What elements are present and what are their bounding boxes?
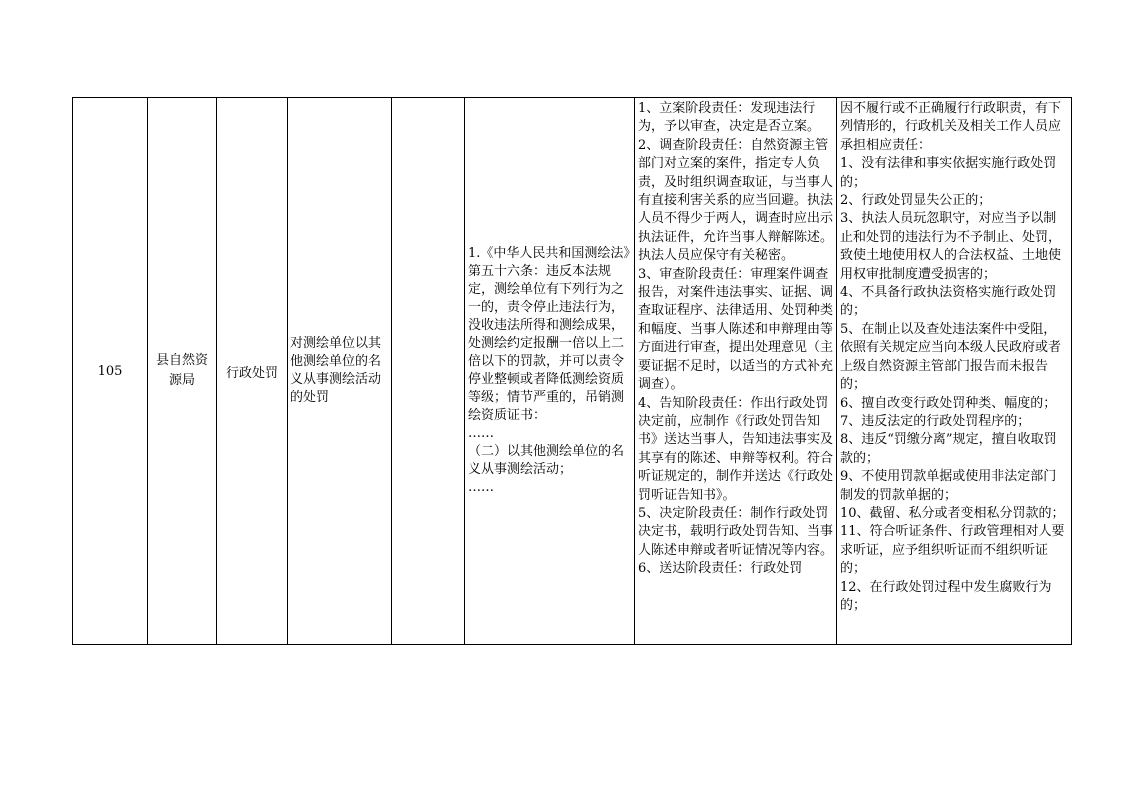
responsibility-item: 5、决定阶段责任：制作行政处罚决定书，载明行政处罚告知、当事人陈述申辩或者听证情况等内容。 [638,505,834,558]
liability-item: 5、在制止以及查处违法案件中受阻，依照有关规定应当向本级人民政府或者上级自然资源主管部门报告而未报告的； [840,321,1062,393]
liability-content [840,100,1069,644]
liability-item: 因不履行或不正确履行行政职责，有下列情形的，行政机关及相关工作人员应承担相应责任： [840,101,1062,153]
liability-item: 6、擅自改变行政处罚种类、幅度的； [840,395,1057,411]
blank-cell [392,98,465,645]
responsibility-item: 1、立案阶段责任：发现违法行为，予以审查，决定是否立案。 [638,101,821,135]
liability-item: 7、违反法定的行政处罚程序的； [840,413,1031,429]
liability-item: 3、执法人员玩忽职守，对应当予以制止和处罚的违法行为不予制止、处罚，致使土地使用权人的合法权益、土地使用权审批制度遭受损害的； [840,211,1062,282]
basis-ellipsis: …… [468,426,494,441]
responsibility-item: 3、审查阶段责任：审理案件调查报告，对案件违法事实、证据、调查取证程序、法律适用、处罚种类和幅度、当事人陈述和申辩理由等方面进行审查，提出处理意见（主要证据不足时，以适当的方式补充调查）。 [638,266,834,393]
liability-item: 1、没有法律和事实依据实施行政处罚的； [840,156,1057,190]
row-number: 105 [73,98,148,645]
item-name-cell: 对测绘单位以其他测绘单位的名义从事测绘活动的处罚 [288,98,392,645]
liability-item: 12、在行政处罚过程中发生腐败行为的； [840,579,1052,613]
power-list-table [72,97,1072,645]
responsibility-item: 6、送达阶段责任：行政处罚 [638,561,803,577]
responsibility-cell [635,98,837,645]
legal-basis-cell [465,98,635,645]
basis-ellipsis: …… [468,480,494,495]
liability-item: 9、不使用罚款单据或使用非法定部门制发的罚款单据的； [840,469,1057,503]
responsibility-content [638,100,834,644]
liability-item: 4、不具备行政执法资格实施行政处罚的； [840,285,1057,319]
responsibility-item: 2、调查阶段责任：自然资源主管部门对立案的案件，指定专人负责，及时组织调查取证，与当事人有直接利害关系的应当回避。执法人员不得少于两人，调查时应出示执法证件，允许当事人辩解陈述。执法人员应保守有关秘密。 [638,137,834,264]
category-cell: 行政处罚 [217,98,288,645]
liability-item: 10、截留、私分或者变相私分罚款的； [840,505,1065,521]
basis-paragraph: 1.《中华人民共和国测绘法》第五十六条：违反本法规定，测绘单位有下列行为之一的，责令停止违法行为，没收违法所得和测绘成果，处测绘约定报酬一倍以上二倍以下的罚款，并可以责令停业整顿或者降低测绘资质等级；情节严重的，吊销测绘资质证书： [468,246,630,423]
liability-item: 11、符合听证条件、行政管理相对人要求听证，应予组织听证而不组织听证的； [840,524,1065,577]
basis-paragraph: （二）以其他测绘单位的名义从事测绘活动； [468,444,625,477]
table-row [73,98,1072,645]
liability-item: 8、违反“罚缴分离”规定，擅自收取罚款的； [840,432,1057,466]
liability-cell [837,98,1072,645]
department-cell: 县自然资源局 [148,98,217,645]
responsibility-item: 4、告知阶段责任：作出行政处罚决定前，应制作《行政处罚告知书》送达当事人，告知违法事实及其享有的陈述、申辩等权利。符合听证规定的，制作并送达《行政处罚听证告知书》。 [638,395,834,503]
liability-item: 2、行政处罚显失公正的； [840,193,992,209]
